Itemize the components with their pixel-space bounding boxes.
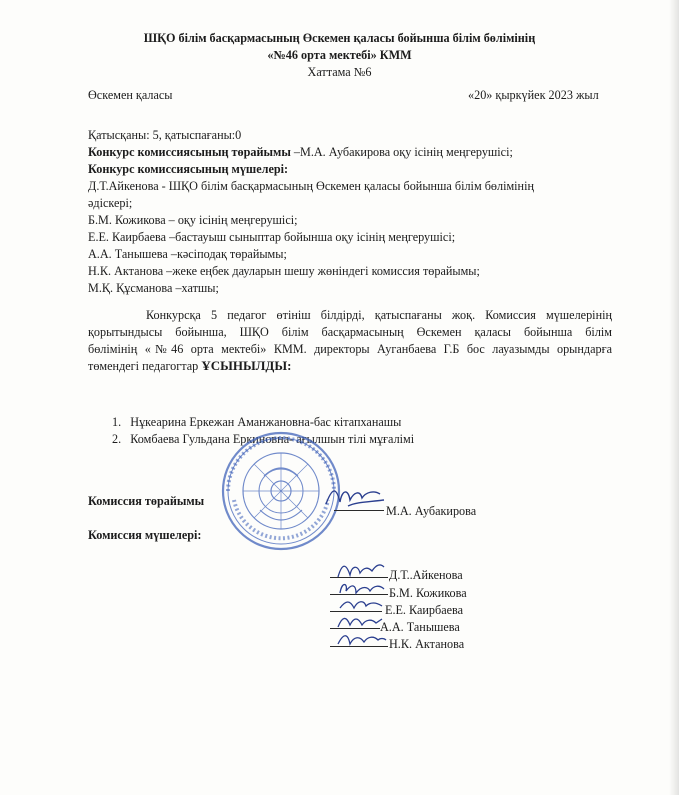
member-signature-name: А.А. Танышева xyxy=(380,620,460,634)
member-line: А.А. Танышева –кәсіподақ төрайымы; xyxy=(88,247,287,261)
member-line: М.Қ. Құсманова –хатшы; xyxy=(88,281,219,295)
chair-signature-label: Комиссия төрайымы xyxy=(88,494,205,508)
city: Өскемен қаласы xyxy=(88,88,173,102)
body-line-3: бөлімінің «№46 орта мектебі» КММ. директоры Ауганбаева Г.Б бос лауазымды орындарға xyxy=(88,342,612,356)
list-item xyxy=(112,415,401,429)
member-signature-name: Б.М. Кожикова xyxy=(389,586,467,600)
page-edge-shadow xyxy=(669,0,679,795)
member-line: әдіскері; xyxy=(88,196,133,210)
body-line-4 xyxy=(88,359,291,373)
protocol-number: Хаттама №6 xyxy=(307,65,372,79)
list-text: Нұкеарина Еркежан Аманжановна-бас кітапханашы xyxy=(130,415,402,429)
list-number: 2. xyxy=(112,432,122,446)
member-signature-name: Н.К. Актанова xyxy=(389,637,465,651)
member-signature-name: Д.Т..Айкенова xyxy=(389,568,463,582)
member-line: Д.Т.Айкенова - ШҚО білім басқармасының Өскемен қаласы бойынша білім бөлімінің xyxy=(88,179,534,193)
body-line-2: қорытындысы бойынша, ШҚО білім басқармасының Өскемен қаласы бойынша білім xyxy=(88,325,612,339)
header-line-2: «№46 орта мектебі» КММ xyxy=(267,48,412,62)
members-heading: Конкурс комиссиясының мүшелері: xyxy=(88,162,289,176)
chair-text: –М.А. Аубакирова оқу ісінің меңгерушісі; xyxy=(293,145,513,159)
member-signature xyxy=(334,628,388,650)
chair-label: Конкурс комиссиясының төрайымы xyxy=(88,145,294,159)
member-line: Е.Е. Каирбаева –бастауыш сыныптар бойынша оқу ісінің меңгерушісі; xyxy=(88,230,456,244)
list-text: Комбаева Гульдана Еркиновна- ағылшын тілі мұғалімі xyxy=(130,432,415,446)
chair-signature-name: М.А. Аубакирова xyxy=(386,504,477,518)
attendance: Қатысқаны: 5, қатыспағаны:0 xyxy=(88,128,242,142)
chair-line xyxy=(88,145,513,159)
members-signature-label: Комиссия мүшелері: xyxy=(88,528,202,542)
member-line: Б.М. Кожикова – оқу ісінің меңгерушісі; xyxy=(88,213,298,227)
member-signature-name: Е.Е. Каирбаева xyxy=(385,603,464,617)
date: «20» қыркүйек 2023 жыл xyxy=(468,88,599,102)
chair-signature xyxy=(322,482,390,512)
header-line-1: ШҚО білім басқармасының Өскемен қаласы бойынша білім бөлімінің xyxy=(143,31,536,45)
recommended-heading: ҰСЫНЫЛДЫ: xyxy=(201,358,292,373)
list-number: 1. xyxy=(112,415,122,429)
body-line-1: Конкурсқа 5 педагог өтініш білдірді, қатыспағаны жоқ. Комиссия мүшелерінің xyxy=(146,308,612,322)
member-line: Н.К. Актанова –жеке еңбек дауларын шешу жөніндегі комиссия төрайымы; xyxy=(88,264,480,278)
body-line-4-text: төмендегі педагогтар xyxy=(88,359,202,373)
